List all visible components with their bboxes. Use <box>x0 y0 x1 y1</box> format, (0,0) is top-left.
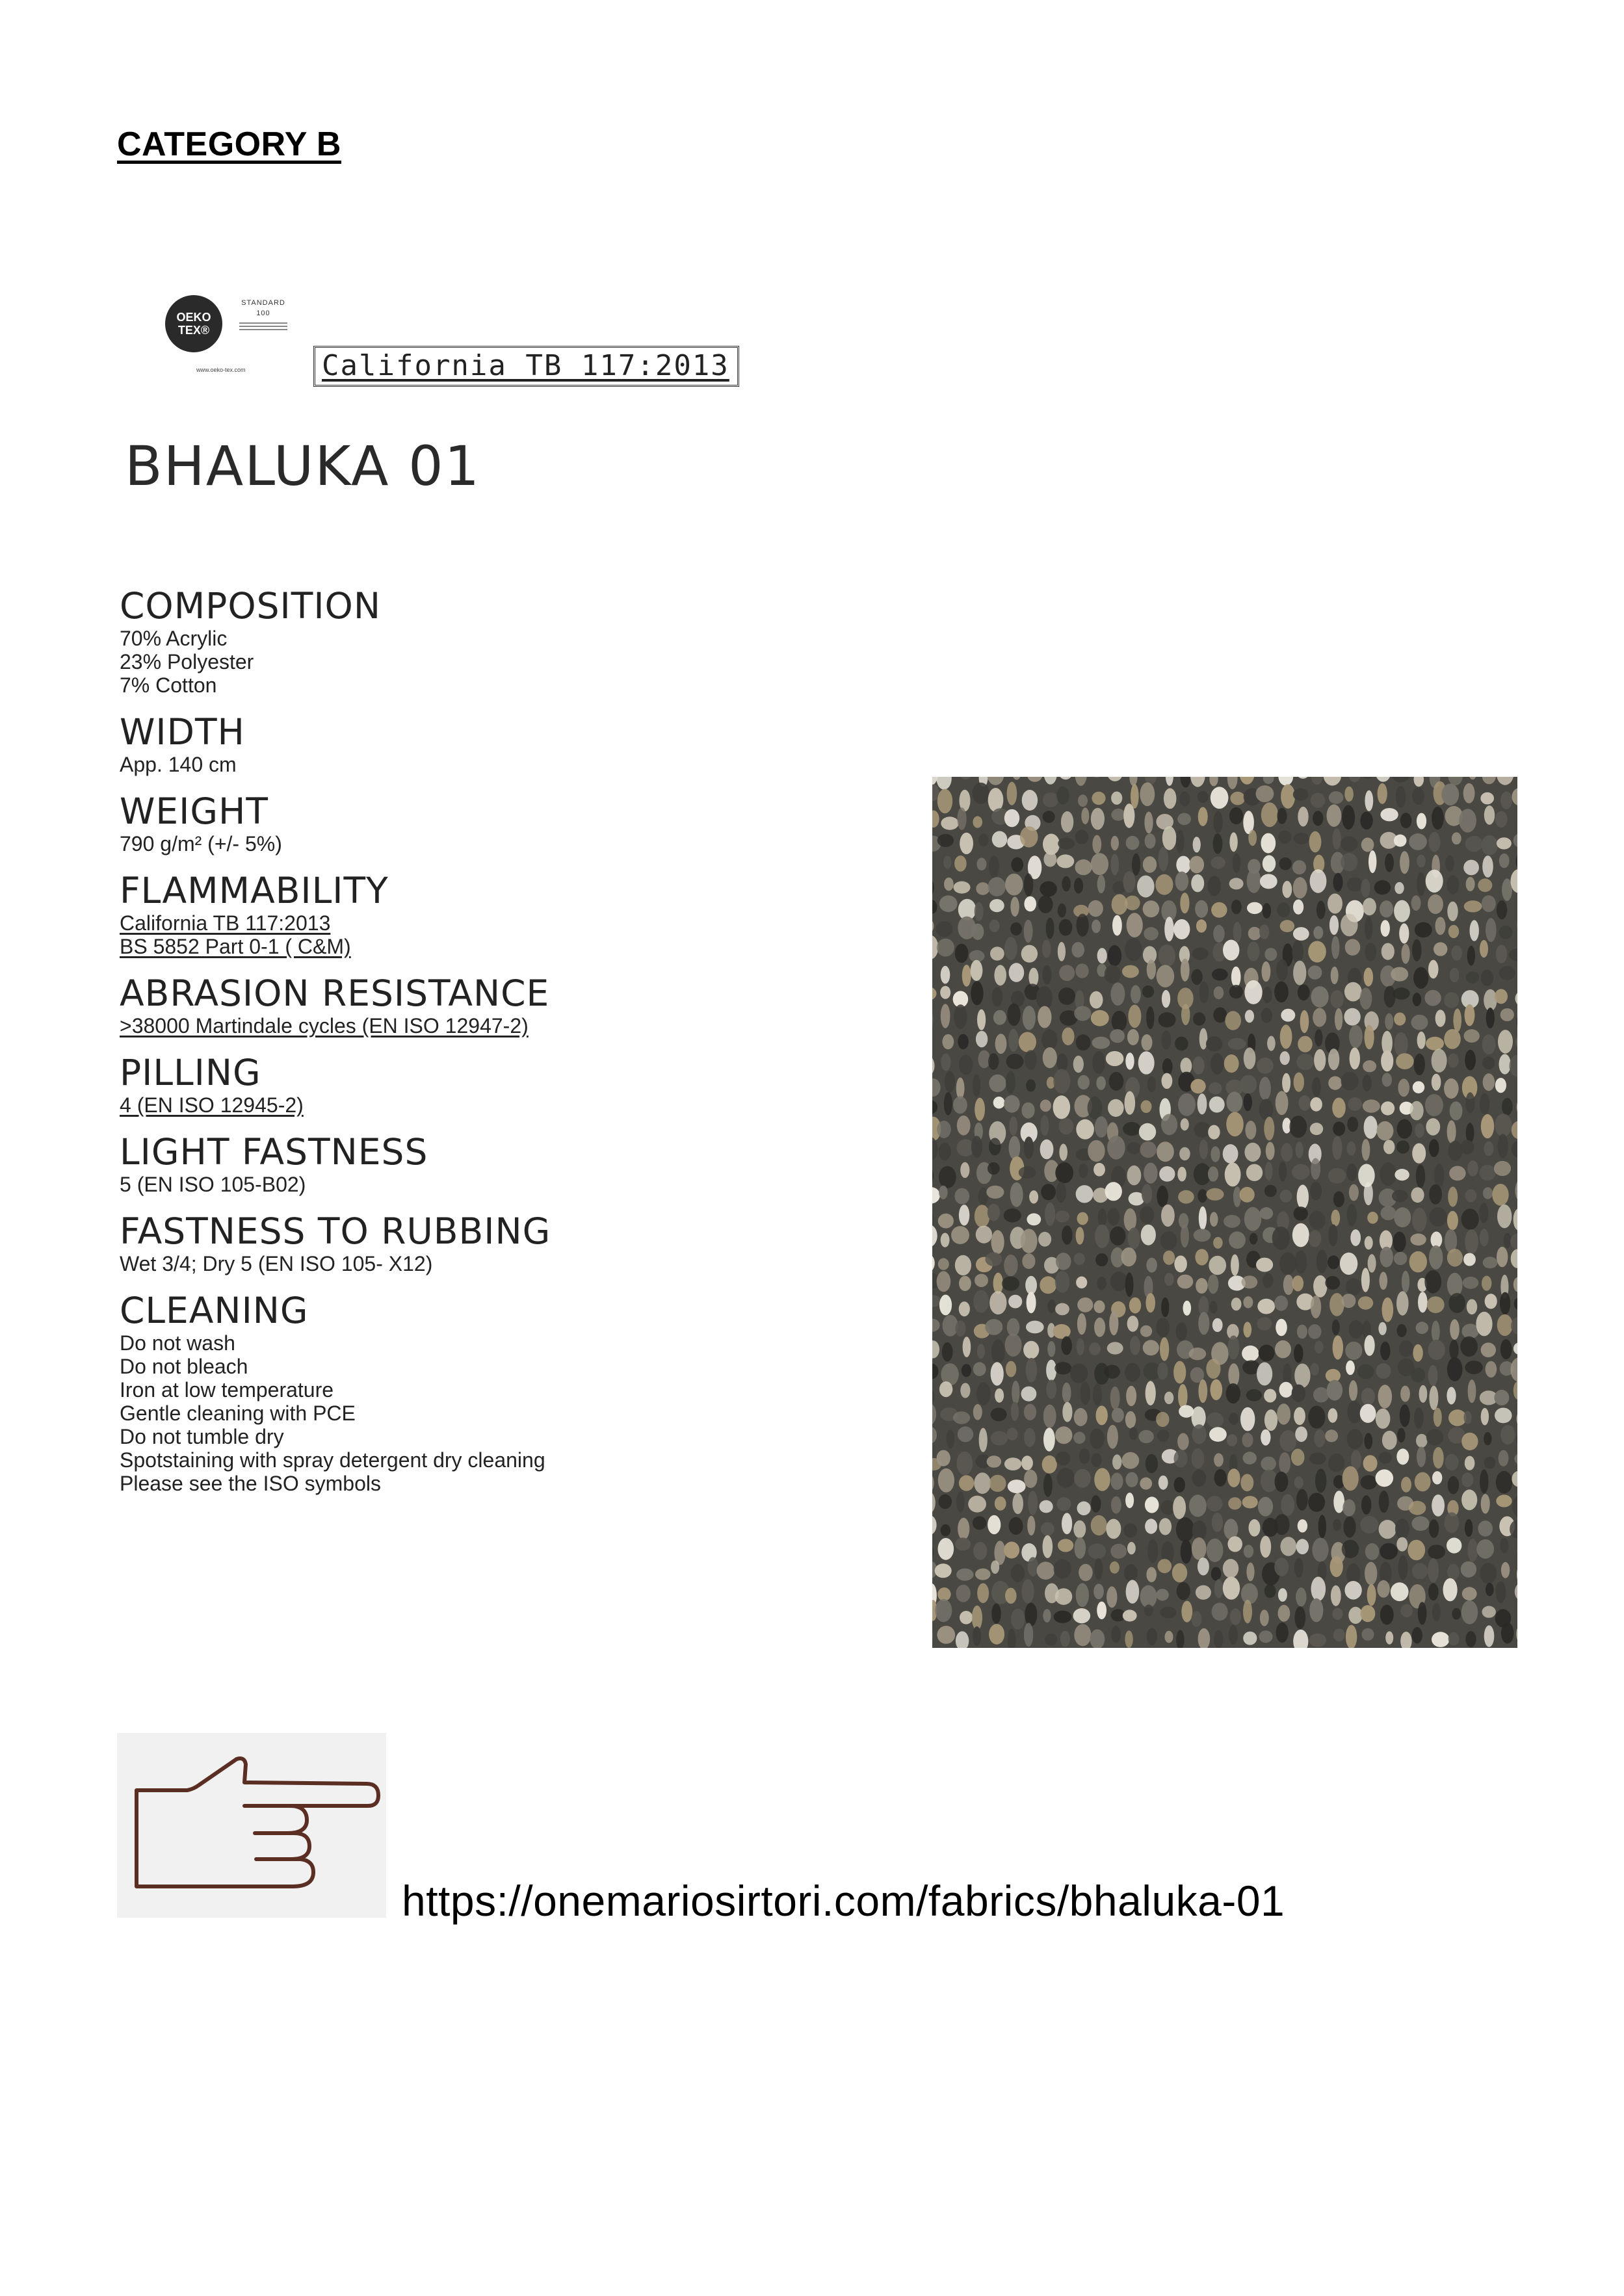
spec-block-width <box>120 711 770 776</box>
spec-heading: FLAMMABILITY <box>120 870 389 911</box>
spec-value-line: Iron at low temperature <box>120 1378 334 1402</box>
spec-value-line: Please see the ISO symbols <box>120 1472 381 1495</box>
fabric-swatch-image <box>932 777 1517 1648</box>
spec-values <box>120 832 770 855</box>
spec-values <box>120 911 770 958</box>
spec-values <box>120 1252 770 1275</box>
spec-value-line: Spotstaining with spray detergent dry cleaning <box>120 1448 545 1472</box>
spec-value-line: 70% Acrylic <box>120 627 228 650</box>
spec-value-line: 790 g/m² (+/- 5%) <box>120 832 282 855</box>
spec-heading: WEIGHT <box>120 790 268 832</box>
spec-value-line: Wet 3/4; Dry 5 (EN ISO 105- X12) <box>120 1252 433 1275</box>
spec-values <box>120 1331 770 1495</box>
spec-heading: FASTNESS TO RUBBING <box>120 1210 551 1252</box>
spec-values <box>120 1173 770 1196</box>
spec-values <box>120 1014 770 1037</box>
spec-values <box>120 1093 770 1117</box>
oeko-tex-url: www.oeko-tex.com <box>196 367 246 373</box>
spec-values <box>120 753 770 776</box>
spec-block-light-fastness <box>120 1131 770 1196</box>
oeko-tex-logo <box>163 290 312 381</box>
spec-heading: ABRASION RESISTANCE <box>120 972 550 1014</box>
spec-block-pilling <box>120 1052 770 1117</box>
spec-value-line: Do not wash <box>120 1331 235 1355</box>
oeko-standard-text: STANDARD 100 <box>228 298 299 332</box>
oeko-tex-line1: OEKO <box>176 311 211 324</box>
spec-block-flammability <box>120 870 770 958</box>
category-heading: CATEGORY B <box>117 125 341 163</box>
product-title: BHALUKA 01 <box>125 434 481 498</box>
spec-heading: LIGHT FASTNESS <box>120 1131 428 1173</box>
spec-value-line: >38000 Martindale cycles (EN ISO 12947-2) <box>120 1014 529 1037</box>
spec-value-line: Do not tumble dry <box>120 1425 284 1448</box>
spec-value-line: 7% Cotton <box>120 673 217 697</box>
fabric-link[interactable]: https://onemariosirtori.com/fabrics/bhaluka-01 <box>402 1877 1285 1925</box>
spec-value-line: Do not bleach <box>120 1355 248 1378</box>
spec-value-line: 23% Polyester <box>120 650 254 673</box>
spec-heading: CLEANING <box>120 1290 309 1331</box>
spec-heading: PILLING <box>120 1052 261 1093</box>
spec-value-line: 5 (EN ISO 105-B02) <box>120 1173 306 1196</box>
spec-value-line: California TB 117:2013 <box>120 911 331 935</box>
spec-heading: COMPOSITION <box>120 585 381 627</box>
spec-value-line: 4 (EN ISO 12945-2) <box>120 1093 304 1117</box>
spec-value-line: BS 5852 Part 0-1 ( C&M) <box>120 935 351 958</box>
spec-block-composition <box>120 585 770 697</box>
spec-heading: WIDTH <box>120 711 245 753</box>
spec-list <box>120 585 770 1509</box>
spec-value-line: App. 140 cm <box>120 753 237 776</box>
spec-block-cleaning <box>120 1290 770 1495</box>
spec-value-line: Gentle cleaning with PCE <box>120 1402 356 1425</box>
spec-block-abrasion-resistance <box>120 972 770 1037</box>
spec-block-weight <box>120 790 770 855</box>
spec-block-fastness-to-rubbing <box>120 1210 770 1275</box>
california-badge: California TB 117:2013 <box>313 346 739 387</box>
oeko-tex-seal <box>165 295 222 352</box>
oeko-tex-line2: TEX® <box>177 324 210 337</box>
pointing-hand-icon <box>117 1733 386 1918</box>
spec-values <box>120 627 770 697</box>
